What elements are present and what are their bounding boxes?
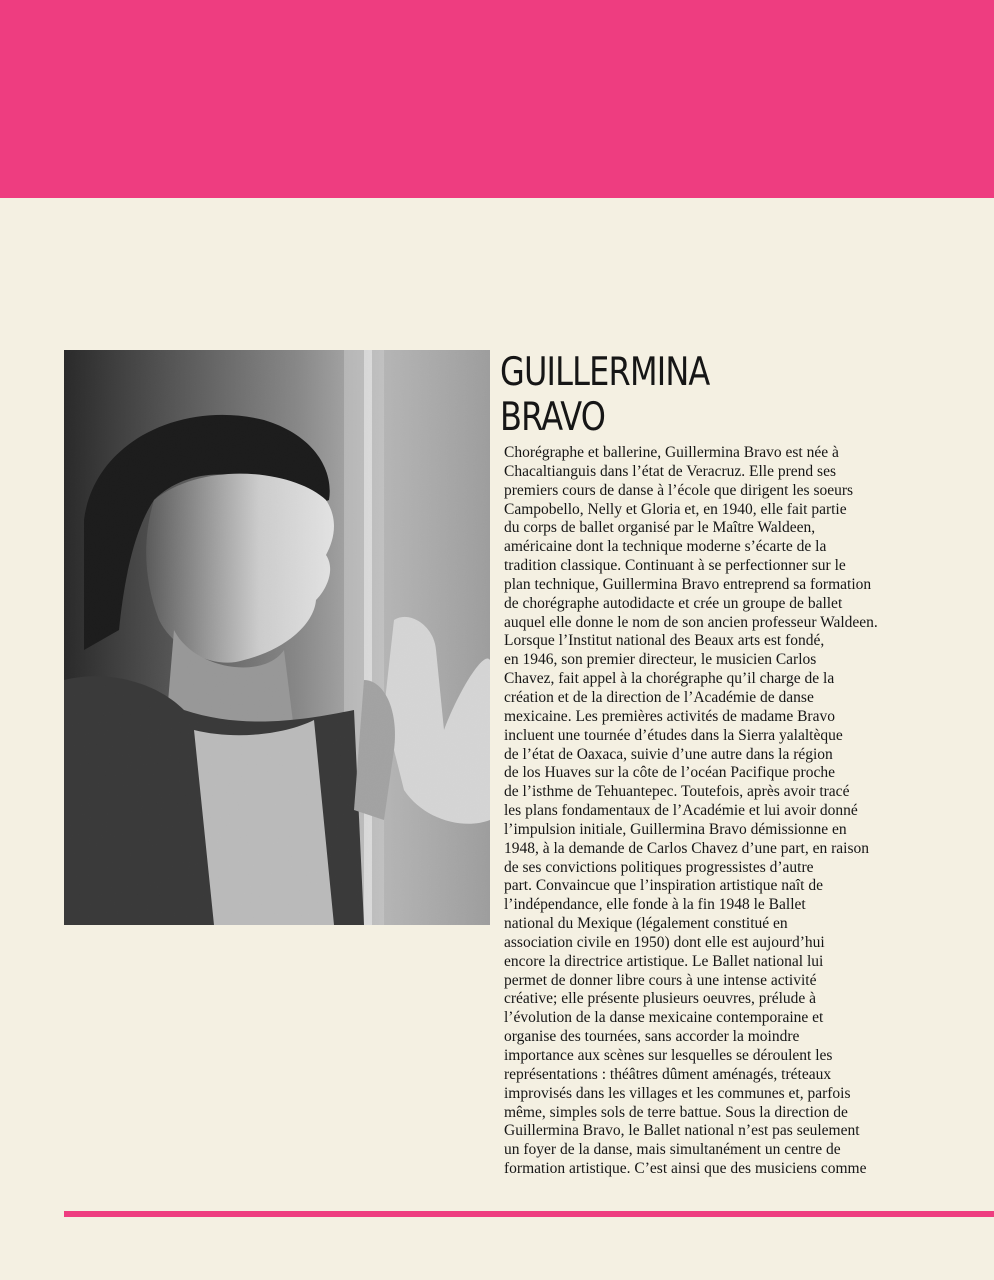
body-line: organise des tournées, sans accorder la moindre	[504, 1028, 800, 1046]
body-line: Guillermina Bravo, le Ballet national n’est pas seulement	[504, 1122, 860, 1140]
body-line: l’évolution de la danse mexicaine contemporaine et	[504, 1009, 824, 1027]
body-line: même, simples sols de terre battue. Sous la direction de	[504, 1103, 848, 1121]
body-line: américaine dont la technique moderne s’écarte de la	[504, 538, 827, 556]
body-line: importance aux scènes sur lesquelles se déroulent les	[504, 1047, 833, 1064]
body-line: en 1946, son premier directeur, le musicien Carlos	[504, 651, 817, 669]
body-line: premiers cours de danse à l’école que dirigent les soeurs	[504, 481, 854, 499]
body-line: permet de donner libre cours à une intense activité	[504, 971, 817, 989]
body-line: Chacaltianguis dans l’état de Veracruz. Elle prend ses	[504, 462, 836, 480]
body-line: l’impulsion initiale, Guillermina Bravo démissionne en	[504, 820, 847, 838]
body-line: de l’isthme de Tehuantepec. Toutefois, après avoir tracé	[504, 783, 850, 801]
body-line: de l’état de Oaxaca, suivie d’une autre dans la région	[504, 745, 833, 763]
portrait-photo	[64, 350, 490, 925]
body-line: un foyer de la danse, mais simultanément un centre de	[504, 1141, 841, 1159]
body-line: part. Convaincue que l’inspiration artistique naît de	[504, 877, 823, 895]
body-line: de chorégraphe autodidacte et crée un groupe de ballet	[504, 594, 843, 612]
body-line: de ses convictions politiques progressistes d’autre	[504, 858, 814, 876]
body-line: création et de la direction de l’Académie de danse	[504, 688, 814, 706]
body-line: Chorégraphe et ballerine, Guillermina Bravo est née à	[504, 444, 839, 461]
body-line: de los Huaves sur la côte de l’océan Pacifique proche	[504, 764, 835, 782]
body-line: créative; elle présente plusieurs oeuvres, prélude à	[504, 990, 817, 1008]
body-line: mexicaine. Les premières activités de madame Bravo	[504, 707, 835, 725]
body-line: plan technique, Guillermina Bravo entreprend sa formation	[504, 575, 872, 593]
body-line: encore la directrice artistique. Le Ballet national lui	[504, 952, 824, 970]
body-line: national du Mexique (légalement constitué en	[504, 915, 788, 933]
body-line: Lorsque l’Institut national des Beaux arts est fondé,	[504, 632, 825, 650]
body-line: association civile en 1950) dont elle est aujourd’hui	[504, 933, 825, 951]
article-body	[504, 444, 990, 1179]
body-line: représentations : théâtres dûment aménagés, tréteaux	[504, 1065, 832, 1083]
body-line: improvisés dans les villages et les communes et, parfois	[504, 1084, 851, 1102]
body-line: Chavez, fait appel à la chorégraphe qu’il charge de la	[504, 670, 835, 688]
portrait-photo-image	[64, 350, 490, 925]
body-line: l’indépendance, elle fonde à la fin 1948 le Ballet	[504, 896, 806, 914]
body-line: les plans fondamentaux de l’Académie et lui avoir donné	[504, 802, 858, 820]
article-title	[500, 350, 877, 440]
bottom-pink-rule	[64, 1211, 994, 1217]
top-pink-band	[0, 0, 994, 198]
body-line: du corps de ballet organisé par le Maître Waldeen,	[504, 519, 816, 537]
body-line: 1948, à la demande de Carlos Chavez d’une part, en raison	[504, 839, 869, 857]
body-line: tradition classique. Continuant à se perfectionner sur le	[504, 557, 846, 575]
title-line-2: BRAVO	[500, 395, 606, 440]
body-line: incluent une tournée d’études dans la Sierra yalaltèque	[504, 726, 843, 744]
title-line-1: GUILLERMINA	[500, 350, 710, 395]
body-line: formation artistique. C’est ainsi que des musiciens comme	[504, 1160, 867, 1178]
body-line: auquel elle donne le nom de son ancien professeur Waldeen.	[504, 613, 878, 631]
body-line: Campobello, Nelly et Gloria et, en 1940, elle fait partie	[504, 500, 847, 518]
